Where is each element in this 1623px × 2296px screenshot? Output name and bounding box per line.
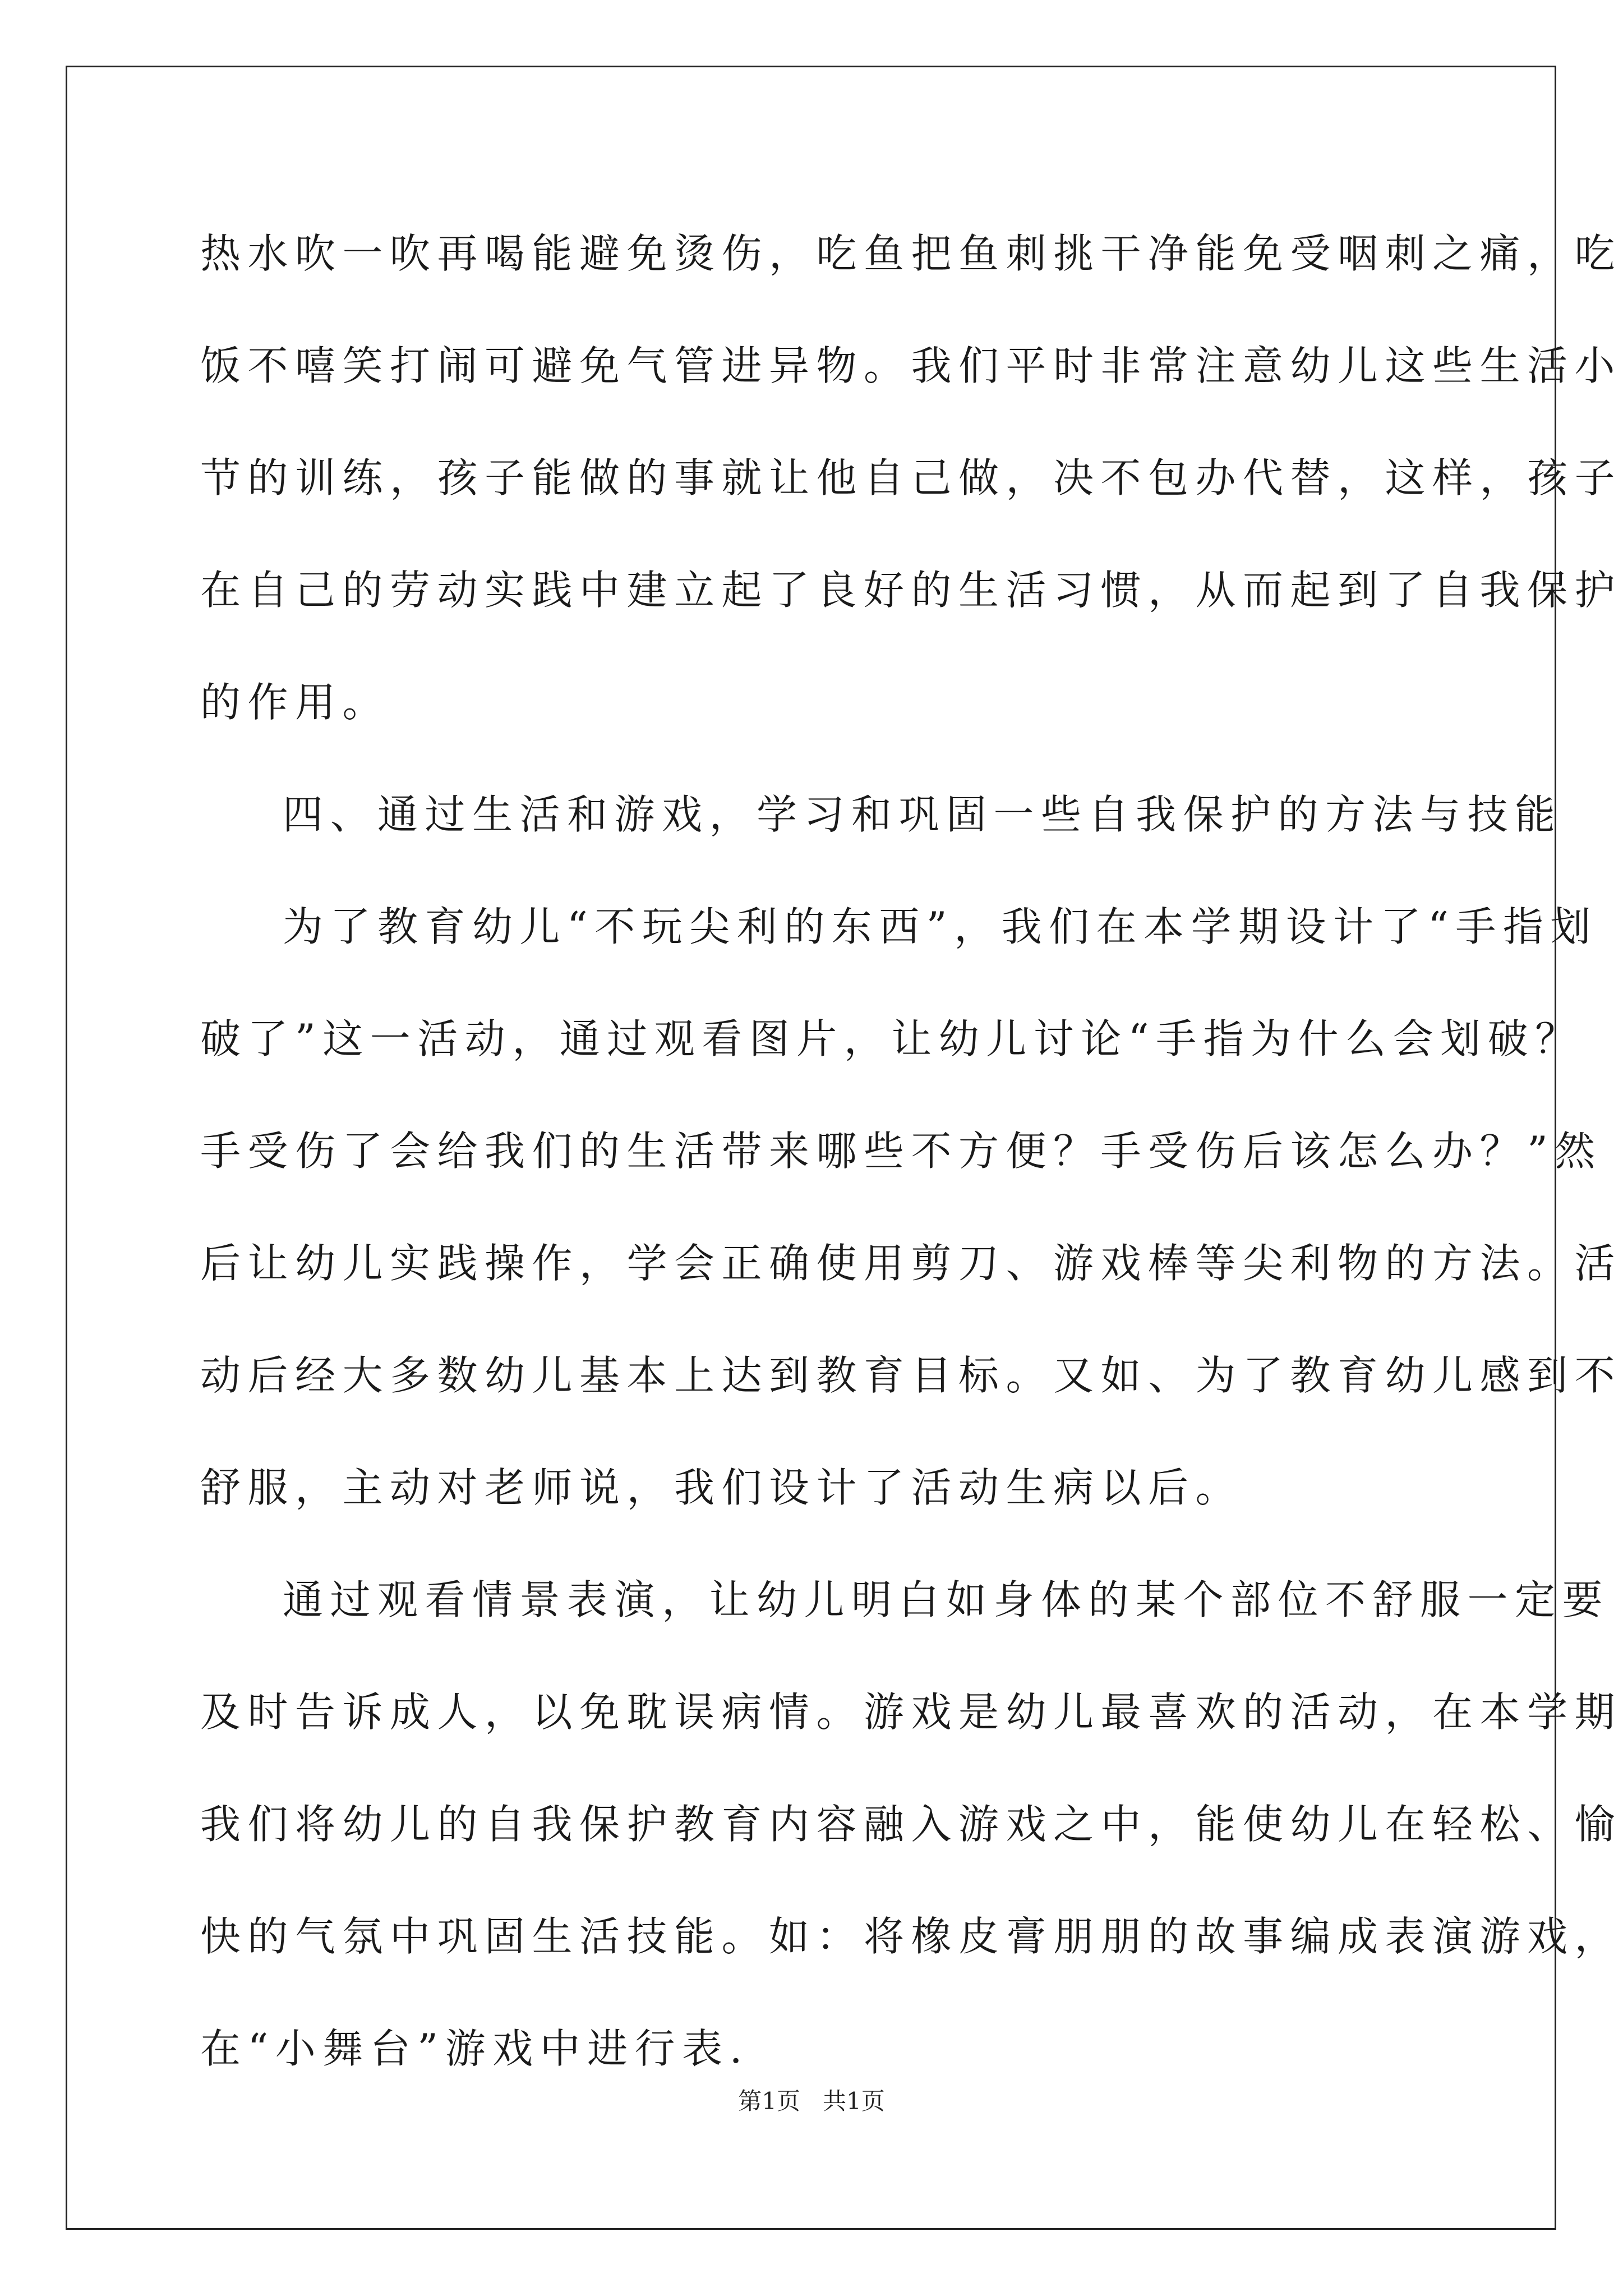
text-line: 我们将幼儿的自我保护教育内容融入游戏之中，能使幼儿在轻松、愉 (200, 1801, 1622, 1848)
text-line: 快的气氛中巩固生活技能。如：将橡皮膏朋朋的故事编成表演游戏， (200, 1913, 1622, 1960)
text-line: 通过观看情景表演，让幼儿明白如身体的某个部位不舒服一定要 (283, 1576, 1610, 1623)
text-line: 后让幼儿实践操作，学会正确使用剪刀、游戏棒等尖利物的方法。活 (200, 1240, 1622, 1287)
text-line: 节的训练，孩子能做的事就让他自己做，决不包办代替，这样，孩子 (200, 454, 1622, 501)
text-line: 饭不嘻笑打闹可避免气管进异物。我们平时非常注意幼儿这些生活小 (200, 342, 1622, 389)
text-line: 四、通过生活和游戏，学习和巩固一些自我保护的方法与技能 (283, 791, 1562, 838)
text-line: 舒服，主动对老师说，我们设计了活动生病以后。 (200, 1464, 1243, 1511)
text-line: 为了教育幼儿“不玩尖利的东西”，我们在本学期设计了“手指划 (283, 903, 1598, 950)
text-line: 在“小舞台”游戏中进行表. (200, 2025, 750, 2072)
text-line: 破了”这一活动，通过观看图片，让幼儿讨论“手指为什么会划破？ (200, 1015, 1583, 1062)
text-line: 及时告诉成人，以免耽误病情。游戏是幼儿最喜欢的活动，在本学期 (200, 1688, 1622, 1736)
text-line: 手受伤了会给我们的生活带来哪些不方便？手受伤后该怎么办？”然 (200, 1128, 1602, 1175)
page-number-footer: 第1页 共1页 (738, 2087, 885, 2115)
document-body (200, 215, 1622, 2123)
text-line: 在自己的劳动实践中建立起了良好的生活习惯，从而起到了自我保护 (200, 567, 1622, 614)
text-line: 动后经大多数幼儿基本上达到教育目标。又如、为了教育幼儿感到不 (200, 1352, 1622, 1399)
text-line: 热水吹一吹再喝能避免烫伤，吃鱼把鱼刺挑干净能免受咽刺之痛，吃 (200, 230, 1622, 277)
text-line: 的作用。 (200, 679, 390, 726)
